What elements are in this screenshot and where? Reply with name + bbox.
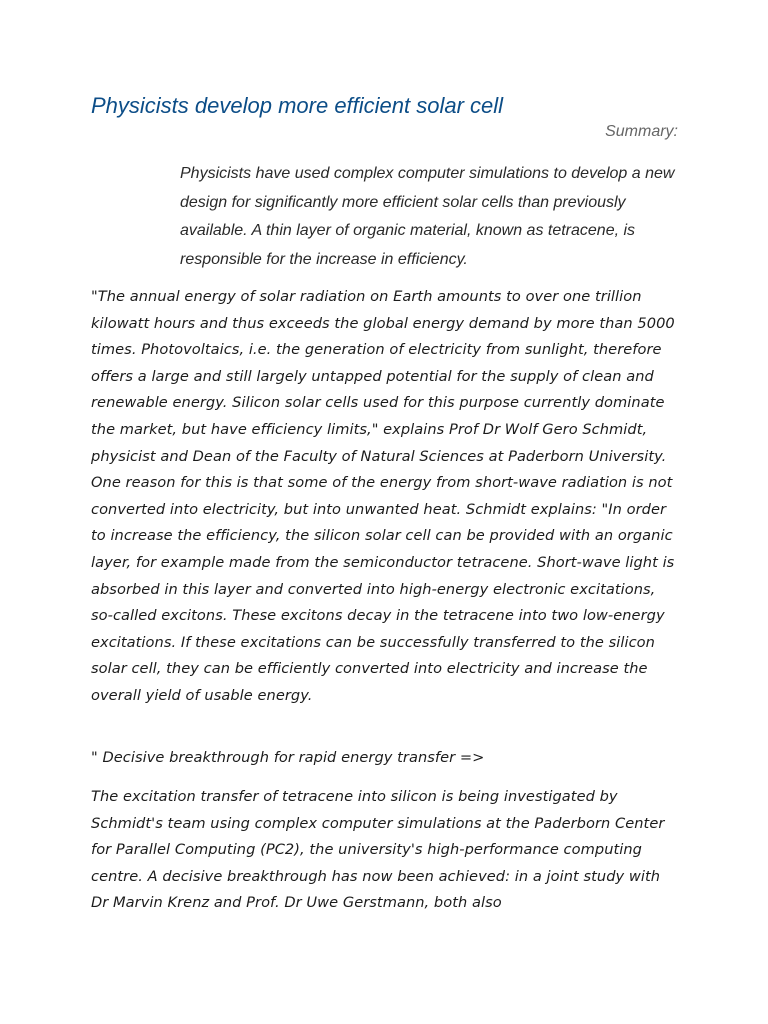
section-subheading: " Decisive breakthrough for rapid energy transfer => — [91, 749, 485, 766]
summary-text: Physicists have used complex computer simulations to develop a new design for significantly more efficient solar cells than previously available. A thin layer of organic material, known as tetracene, is responsible for the increase in efficiency. — [180, 165, 675, 268]
body-paragraph: "The annual energy of solar radiation on Earth amounts to over one trillion kilowatt hours and thus exceeds the global energy demand by more than 5000 times. Photovoltaics, i.e. the generation of electricity from sunlight, therefore offers a large and still largely untapped potential for the supply of clean and renewable energy. Silicon solar cells used for this purpose currently dominate the market, but have efficiency limits," explains Prof Dr Wolf Gero Schmidt, physicist and Dean of the Faculty of Natural Sciences at Paderborn University. One reason for this is that some of the energy from short-wave radiation is not converted into electricity, but into unwanted heat. Schmidt explains: "In order to increase the efficiency, the silicon solar cell can be provided with an organic layer, for example made from the semiconductor tetracene. Short-wave light is absorbed in this layer and converted into high-energy electronic excitations, so-called excitons. These excitons decay in the tetracene into two low-energy excitations. If these excitations can be successfully transferred to the silicon solar cell, they can be efficiently converted into electricity and increase the overall yield of usable energy. — [91, 288, 675, 704]
body-paragraph: The excitation transfer of tetracene into silicon is being investigated by Schmidt's team using complex computer simulations at the Paderborn Center for Parallel Computing (PC2), the university's high-performance computing centre. A decisive breakthrough has now been achieved: in a joint study with Dr Marvin Krenz and Prof. Dr Uwe Gerstmann, both also — [91, 788, 665, 912]
article-title: Physicists develop more efficient solar cell — [91, 93, 504, 118]
summary-label: Summary: — [605, 123, 678, 140]
